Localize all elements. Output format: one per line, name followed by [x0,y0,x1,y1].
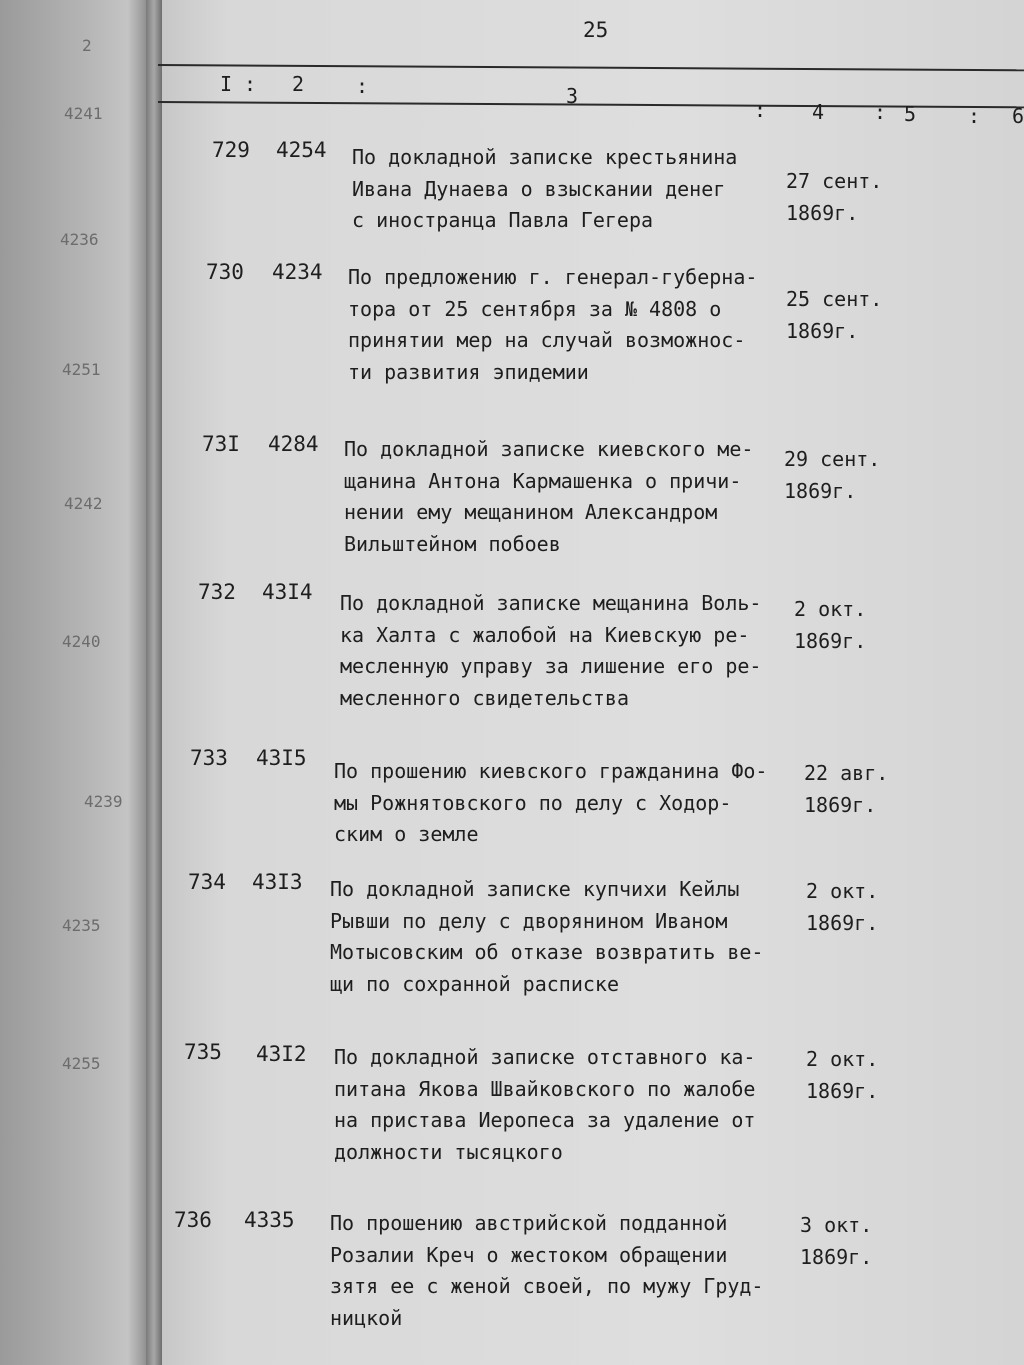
description-line: ницкой [330,1305,403,1330]
entry-number: 734 [188,870,226,894]
left-page-edge [0,0,150,1365]
description-line: По докладной записке крестьянина [352,145,738,169]
left-margin-number: 4255 [62,1054,101,1073]
column-separator: : [754,98,767,122]
book-gutter [146,0,162,1365]
date-line: 22 авг. [804,761,889,785]
entry-date [784,444,880,507]
description-line: щанина Антона Кармашенка о причи- [344,468,742,493]
entry-date [786,284,882,347]
description-line: нении ему мещанином Александром [344,500,718,524]
column-header-2: 2 [292,72,305,96]
entry-description [344,434,753,560]
case-number: 43I3 [252,870,303,894]
page-number: 25 [583,18,609,42]
date-line: 1869г. [806,910,879,935]
column-header-3: 3 [566,84,579,108]
date-line: 1869г. [804,792,877,817]
date-line: 25 сент. [786,287,883,311]
description-line: Мотысовским об отказе возвратить ве- [330,940,764,964]
left-margin-number: 2 [82,36,92,55]
description-line: Розалии Креч о жестоком обращении [330,1242,728,1267]
date-line: 1869г. [784,478,857,503]
left-margin-number: 4241 [64,104,103,123]
date-line: 1869г. [800,1244,873,1269]
entry-number: 733 [190,746,228,770]
entry-description [334,1042,755,1168]
description-line: По докладной записке отставного ка- [334,1045,756,1069]
date-line: 1869г. [806,1078,879,1103]
entry-date [804,758,888,821]
description-line: ка Халта с жалобой на Киевскую ре- [340,622,750,647]
description-line: месленную управу за лишение его ре- [340,654,762,678]
entry-date [806,876,878,939]
entry-number: 729 [212,138,250,162]
column-header-4: 4 [812,100,825,124]
description-line: Ивана Дунаева о взыскании денег [352,176,726,201]
description-line: По докладной записке мещанина Воль- [340,591,762,615]
description-line: принятии мер на случай возможнос- [348,328,746,352]
case-number: 4284 [268,432,319,456]
description-line: Рывши по делу с дворянином Иваном [330,908,728,933]
entry-description [334,756,767,851]
entry-date [794,594,866,657]
case-number: 4335 [244,1208,295,1232]
description-line: зятя ее с женой своей, по мужу Груд- [330,1274,764,1298]
date-line: 1869г. [786,200,859,225]
description-line: должности тысяцкого [334,1139,563,1164]
entry-description [348,262,757,388]
case-number: 43I2 [256,1042,307,1066]
entry-date [786,166,882,229]
description-line: По прошению австрийской подданной [330,1211,728,1235]
entry-number: 735 [184,1040,222,1064]
description-line: мы Рожнятовского по делу с Ходор- [334,790,732,815]
description-line: на пристава Иеропеса за удаление от [334,1108,756,1132]
description-line: с иностранца Павла Гегера [352,208,654,232]
column-separator: : [968,104,981,128]
description-line: ским о земле [334,822,479,846]
entry-description [340,588,761,714]
column-separator: : [244,72,257,96]
description-line: По прошению киевского гражданина Фо- [334,759,768,783]
left-margin-number: 4251 [62,360,101,379]
entry-number: 730 [206,260,244,284]
description-line: тора от 25 сентября за № 4808 о [348,296,722,321]
entry-number: 73I [202,432,240,456]
date-line: 1869г. [786,318,859,343]
case-number: 43I4 [262,580,313,604]
date-line: 2 окт. [806,879,879,903]
entry-date [806,1044,878,1107]
description-line: ти развития эпидемии [348,359,589,384]
case-number: 43I5 [256,746,307,770]
entry-number: 732 [198,580,236,604]
entry-description [330,1208,763,1334]
entry-description [352,142,737,237]
date-line: 2 окт. [806,1047,879,1071]
entry-number: 736 [174,1208,212,1232]
column-header-6: 6 [1012,104,1024,128]
column-separator: : [356,74,369,98]
left-margin-number: 4236 [60,230,99,249]
description-line: Вильштейном побоев [344,531,561,556]
description-line: По предложению г. генерал-губерна- [348,265,758,289]
date-line: 27 сент. [786,169,883,193]
date-line: 3 окт. [800,1213,873,1237]
description-line: щи по сохранной расписке [330,971,619,996]
entry-description [330,874,763,1000]
left-margin-number: 4239 [84,792,123,811]
left-margin-number: 4242 [64,494,103,513]
date-line: 2 окт. [794,597,867,621]
date-line: 29 сент. [784,447,881,471]
column-separator: : [874,100,887,124]
entry-date [800,1210,872,1273]
left-margin-number: 4235 [62,916,101,935]
description-line: питана Якова Швайковского по жалобе [334,1076,756,1101]
case-number: 4234 [272,260,323,284]
case-number: 4254 [276,138,327,162]
description-line: месленного свидетельства [340,685,629,710]
description-line: По докладной записке купчихи Кейлы [330,877,740,901]
description-line: По докладной записке киевского ме- [344,437,754,461]
column-header-5: 5 [904,102,917,126]
left-margin-number: 4240 [62,632,101,651]
column-header-1: I [220,72,233,96]
date-line: 1869г. [794,628,867,653]
